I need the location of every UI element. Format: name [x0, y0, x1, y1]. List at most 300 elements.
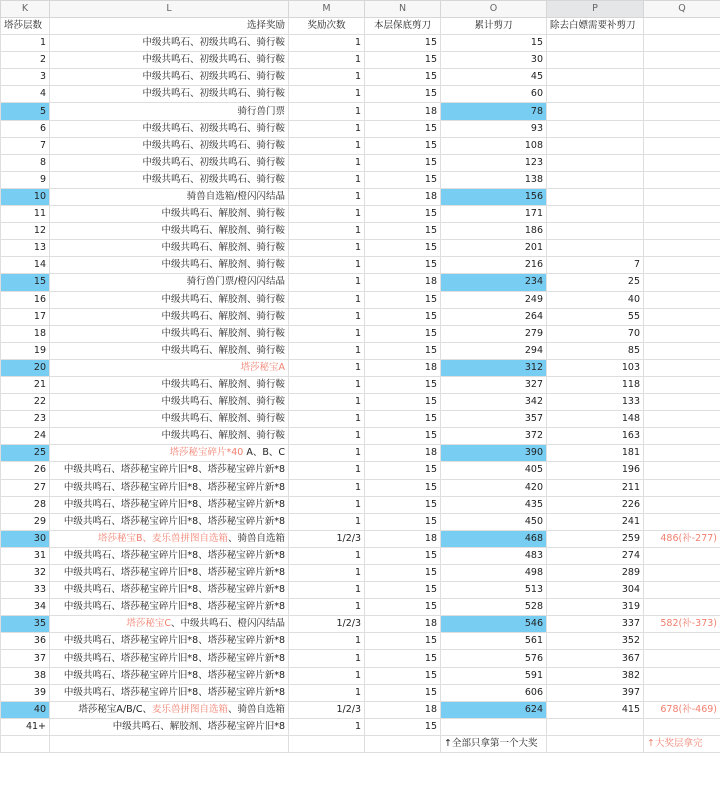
reward-cell[interactable]	[50, 154, 289, 171]
cumulative-cell[interactable]: 123	[441, 154, 547, 171]
q-cell[interactable]	[644, 69, 720, 86]
extra-needed-cell[interactable]: 148	[547, 411, 644, 428]
guarantee-cell[interactable]: 15	[365, 394, 441, 411]
reward-count-cell[interactable]: 1	[289, 52, 365, 69]
reward-cell[interactable]	[50, 240, 289, 257]
extra-needed-cell[interactable]	[547, 103, 644, 120]
header-floor-guarantee[interactable]: 本层保底剪刀	[365, 18, 441, 35]
q-cell[interactable]	[644, 582, 720, 599]
extra-needed-cell[interactable]: 40	[547, 291, 644, 308]
cumulative-cell[interactable]: 45	[441, 69, 547, 86]
reward-cell[interactable]	[50, 206, 289, 223]
floor-cell[interactable]: 2	[1, 52, 50, 69]
extra-needed-cell[interactable]	[547, 171, 644, 188]
cumulative-cell[interactable]: 294	[441, 342, 547, 359]
reward-count-cell[interactable]: 1	[289, 599, 365, 616]
header-floor[interactable]: 塔莎层数	[1, 18, 50, 35]
reward-count-cell[interactable]: 1	[289, 633, 365, 650]
floor-cell[interactable]: 6	[1, 120, 50, 137]
extra-needed-cell[interactable]: 103	[547, 359, 644, 376]
reward-count-cell[interactable]: 1	[289, 291, 365, 308]
extra-needed-cell[interactable]	[547, 718, 644, 735]
guarantee-cell[interactable]: 15	[365, 69, 441, 86]
extra-needed-cell[interactable]	[547, 206, 644, 223]
reward-count-cell[interactable]: 1	[289, 86, 365, 103]
extra-needed-cell[interactable]: 415	[547, 701, 644, 718]
cumulative-cell[interactable]: 528	[441, 599, 547, 616]
guarantee-cell[interactable]: 18	[365, 274, 441, 291]
cumulative-cell[interactable]: 561	[441, 633, 547, 650]
extra-needed-cell[interactable]: 382	[547, 667, 644, 684]
reward-count-cell[interactable]: 1	[289, 257, 365, 274]
reward-cell[interactable]	[50, 462, 289, 479]
guarantee-cell[interactable]: 15	[365, 291, 441, 308]
column-header-m[interactable]: M	[289, 1, 365, 18]
reward-cell[interactable]	[50, 120, 289, 137]
floor-cell[interactable]: 14	[1, 257, 50, 274]
reward-count-cell[interactable]: 1	[289, 411, 365, 428]
cumulative-cell[interactable]: 591	[441, 667, 547, 684]
guarantee-cell[interactable]: 15	[365, 308, 441, 325]
guarantee-cell[interactable]: 15	[365, 52, 441, 69]
q-cell[interactable]	[644, 52, 720, 69]
extra-needed-cell[interactable]: 352	[547, 633, 644, 650]
cumulative-cell[interactable]: 234	[441, 274, 547, 291]
guarantee-cell[interactable]: 15	[365, 479, 441, 496]
cumulative-cell[interactable]: 78	[441, 103, 547, 120]
guarantee-cell[interactable]: 15	[365, 257, 441, 274]
reward-count-cell[interactable]: 1	[289, 188, 365, 205]
q-cell[interactable]	[644, 291, 720, 308]
q-cell[interactable]	[644, 462, 720, 479]
empty-cell[interactable]	[547, 735, 644, 752]
q-cell[interactable]	[644, 667, 720, 684]
floor-cell[interactable]: 36	[1, 633, 50, 650]
cumulative-cell[interactable]: 138	[441, 171, 547, 188]
reward-cell[interactable]	[50, 616, 289, 633]
floor-cell[interactable]: 30	[1, 530, 50, 547]
reward-cell[interactable]	[50, 325, 289, 342]
q-cell[interactable]	[644, 599, 720, 616]
reward-cell[interactable]	[50, 701, 289, 718]
cumulative-cell[interactable]: 372	[441, 428, 547, 445]
column-header-l[interactable]: L	[50, 1, 289, 18]
reward-cell[interactable]	[50, 411, 289, 428]
reward-count-cell[interactable]: 1	[289, 462, 365, 479]
guarantee-cell[interactable]: 15	[365, 86, 441, 103]
floor-cell[interactable]: 9	[1, 171, 50, 188]
column-header-k[interactable]: K	[1, 1, 50, 18]
extra-needed-cell[interactable]	[547, 240, 644, 257]
cumulative-cell[interactable]: 93	[441, 120, 547, 137]
q-cell[interactable]	[644, 240, 720, 257]
extra-needed-cell[interactable]: 319	[547, 599, 644, 616]
extra-needed-cell[interactable]: 133	[547, 394, 644, 411]
reward-cell[interactable]	[50, 633, 289, 650]
floor-cell[interactable]: 38	[1, 667, 50, 684]
q-cell[interactable]	[644, 547, 720, 564]
reward-count-cell[interactable]: 1	[289, 496, 365, 513]
floor-cell[interactable]: 4	[1, 86, 50, 103]
guarantee-cell[interactable]: 18	[365, 103, 441, 120]
column-header-q[interactable]: Q	[644, 1, 720, 18]
cumulative-cell[interactable]: 606	[441, 684, 547, 701]
q-cell[interactable]	[644, 445, 720, 462]
floor-cell[interactable]: 37	[1, 650, 50, 667]
floor-cell[interactable]: 13	[1, 240, 50, 257]
floor-cell[interactable]: 23	[1, 411, 50, 428]
reward-cell[interactable]	[50, 530, 289, 547]
header-q[interactable]	[644, 18, 720, 35]
reward-cell[interactable]	[50, 565, 289, 582]
floor-cell[interactable]: 8	[1, 154, 50, 171]
reward-cell[interactable]	[50, 291, 289, 308]
reward-cell[interactable]	[50, 86, 289, 103]
reward-count-cell[interactable]: 1/2/3	[289, 530, 365, 547]
floor-cell[interactable]: 29	[1, 513, 50, 530]
cumulative-cell[interactable]	[441, 718, 547, 735]
reward-cell[interactable]	[50, 308, 289, 325]
guarantee-cell[interactable]: 15	[365, 154, 441, 171]
floor-cell[interactable]: 12	[1, 223, 50, 240]
q-cell[interactable]	[644, 86, 720, 103]
cumulative-cell[interactable]: 624	[441, 701, 547, 718]
reward-count-cell[interactable]: 1	[289, 342, 365, 359]
cumulative-cell[interactable]: 249	[441, 291, 547, 308]
cumulative-cell[interactable]: 513	[441, 582, 547, 599]
guarantee-cell[interactable]: 18	[365, 530, 441, 547]
reward-cell[interactable]	[50, 582, 289, 599]
note-cumulative[interactable]: ↑全部只拿第一个大奖	[441, 735, 547, 752]
guarantee-cell[interactable]: 15	[365, 342, 441, 359]
reward-count-cell[interactable]: 1	[289, 394, 365, 411]
cumulative-cell[interactable]: 546	[441, 616, 547, 633]
guarantee-cell[interactable]: 15	[365, 462, 441, 479]
extra-needed-cell[interactable]	[547, 154, 644, 171]
floor-cell[interactable]: 40	[1, 701, 50, 718]
floor-cell[interactable]: 20	[1, 359, 50, 376]
reward-cell[interactable]	[50, 188, 289, 205]
q-cell[interactable]	[644, 206, 720, 223]
cumulative-cell[interactable]: 186	[441, 223, 547, 240]
floor-cell[interactable]: 22	[1, 394, 50, 411]
reward-count-cell[interactable]: 1	[289, 667, 365, 684]
q-cell[interactable]	[644, 154, 720, 171]
q-cell[interactable]	[644, 257, 720, 274]
reward-count-cell[interactable]: 1	[289, 513, 365, 530]
guarantee-cell[interactable]: 15	[365, 599, 441, 616]
q-cell[interactable]	[644, 188, 720, 205]
floor-cell[interactable]: 28	[1, 496, 50, 513]
floor-cell[interactable]: 1	[1, 35, 50, 52]
q-cell[interactable]	[644, 428, 720, 445]
guarantee-cell[interactable]: 18	[365, 359, 441, 376]
q-cell[interactable]: 486(补-277)	[644, 530, 720, 547]
reward-cell[interactable]	[50, 684, 289, 701]
guarantee-cell[interactable]: 18	[365, 616, 441, 633]
reward-count-cell[interactable]: 1	[289, 376, 365, 393]
q-cell[interactable]	[644, 479, 720, 496]
floor-cell[interactable]: 16	[1, 291, 50, 308]
q-cell[interactable]	[644, 394, 720, 411]
reward-cell[interactable]	[50, 257, 289, 274]
reward-cell[interactable]	[50, 359, 289, 376]
reward-cell[interactable]	[50, 35, 289, 52]
floor-cell[interactable]: 27	[1, 479, 50, 496]
extra-needed-cell[interactable]: 25	[547, 274, 644, 291]
extra-needed-cell[interactable]	[547, 52, 644, 69]
extra-needed-cell[interactable]: 289	[547, 565, 644, 582]
floor-cell[interactable]: 15	[1, 274, 50, 291]
header-cumulative[interactable]: 累计剪刀	[441, 18, 547, 35]
floor-cell[interactable]: 25	[1, 445, 50, 462]
reward-count-cell[interactable]: 1	[289, 684, 365, 701]
guarantee-cell[interactable]: 18	[365, 701, 441, 718]
extra-needed-cell[interactable]: 274	[547, 547, 644, 564]
reward-cell[interactable]	[50, 650, 289, 667]
guarantee-cell[interactable]: 15	[365, 633, 441, 650]
note-q[interactable]: ↑大奖层拿完	[644, 735, 720, 752]
floor-cell[interactable]: 5	[1, 103, 50, 120]
q-cell[interactable]	[644, 325, 720, 342]
q-cell[interactable]	[644, 633, 720, 650]
reward-cell[interactable]	[50, 513, 289, 530]
cumulative-cell[interactable]: 468	[441, 530, 547, 547]
reward-count-cell[interactable]: 1	[289, 445, 365, 462]
reward-count-cell[interactable]: 1	[289, 206, 365, 223]
cumulative-cell[interactable]: 357	[441, 411, 547, 428]
reward-count-cell[interactable]: 1	[289, 718, 365, 735]
guarantee-cell[interactable]: 15	[365, 718, 441, 735]
guarantee-cell[interactable]: 15	[365, 120, 441, 137]
reward-count-cell[interactable]: 1	[289, 547, 365, 564]
reward-cell[interactable]	[50, 547, 289, 564]
floor-cell[interactable]: 32	[1, 565, 50, 582]
reward-count-cell[interactable]: 1	[289, 154, 365, 171]
cumulative-cell[interactable]: 420	[441, 479, 547, 496]
floor-cell[interactable]: 7	[1, 137, 50, 154]
q-cell[interactable]	[644, 171, 720, 188]
floor-cell[interactable]: 24	[1, 428, 50, 445]
guarantee-cell[interactable]: 15	[365, 667, 441, 684]
guarantee-cell[interactable]: 15	[365, 496, 441, 513]
extra-needed-cell[interactable]: 163	[547, 428, 644, 445]
reward-count-cell[interactable]: 1	[289, 479, 365, 496]
q-cell[interactable]	[644, 137, 720, 154]
q-cell[interactable]	[644, 359, 720, 376]
reward-count-cell[interactable]: 1/2/3	[289, 701, 365, 718]
reward-count-cell[interactable]: 1	[289, 69, 365, 86]
extra-needed-cell[interactable]: 226	[547, 496, 644, 513]
reward-cell[interactable]	[50, 376, 289, 393]
extra-needed-cell[interactable]	[547, 120, 644, 137]
guarantee-cell[interactable]: 15	[365, 376, 441, 393]
empty-cell[interactable]	[1, 735, 50, 752]
extra-needed-cell[interactable]	[547, 188, 644, 205]
cumulative-cell[interactable]: 576	[441, 650, 547, 667]
q-cell[interactable]	[644, 496, 720, 513]
empty-cell[interactable]	[289, 735, 365, 752]
header-extra-needed[interactable]: 除去白嫖需要补剪刀	[547, 18, 644, 35]
cumulative-cell[interactable]: 312	[441, 359, 547, 376]
guarantee-cell[interactable]: 15	[365, 325, 441, 342]
reward-count-cell[interactable]: 1	[289, 240, 365, 257]
floor-cell[interactable]: 10	[1, 188, 50, 205]
q-cell[interactable]	[644, 274, 720, 291]
header-reward[interactable]: 选择奖励	[50, 18, 289, 35]
guarantee-cell[interactable]: 15	[365, 565, 441, 582]
reward-count-cell[interactable]: 1	[289, 325, 365, 342]
extra-needed-cell[interactable]	[547, 35, 644, 52]
reward-cell[interactable]	[50, 223, 289, 240]
guarantee-cell[interactable]: 15	[365, 684, 441, 701]
cumulative-cell[interactable]: 435	[441, 496, 547, 513]
reward-count-cell[interactable]: 1	[289, 428, 365, 445]
guarantee-cell[interactable]: 15	[365, 547, 441, 564]
cumulative-cell[interactable]: 279	[441, 325, 547, 342]
extra-needed-cell[interactable]: 118	[547, 376, 644, 393]
reward-count-cell[interactable]: 1	[289, 359, 365, 376]
floor-cell[interactable]: 33	[1, 582, 50, 599]
reward-cell[interactable]	[50, 667, 289, 684]
column-header-o[interactable]: O	[441, 1, 547, 18]
reward-count-cell[interactable]: 1	[289, 308, 365, 325]
q-cell[interactable]	[644, 223, 720, 240]
q-cell[interactable]	[644, 35, 720, 52]
reward-cell[interactable]	[50, 171, 289, 188]
reward-cell[interactable]	[50, 599, 289, 616]
q-cell[interactable]	[644, 103, 720, 120]
extra-needed-cell[interactable]: 181	[547, 445, 644, 462]
cumulative-cell[interactable]: 216	[441, 257, 547, 274]
guarantee-cell[interactable]: 15	[365, 223, 441, 240]
guarantee-cell[interactable]: 15	[365, 582, 441, 599]
reward-count-cell[interactable]: 1	[289, 650, 365, 667]
floor-cell[interactable]: 18	[1, 325, 50, 342]
reward-count-cell[interactable]: 1	[289, 103, 365, 120]
column-header-p[interactable]: P	[547, 1, 644, 18]
guarantee-cell[interactable]: 15	[365, 137, 441, 154]
cumulative-cell[interactable]: 498	[441, 565, 547, 582]
cumulative-cell[interactable]: 60	[441, 86, 547, 103]
guarantee-cell[interactable]: 18	[365, 188, 441, 205]
q-cell[interactable]: 582(补-373)	[644, 616, 720, 633]
guarantee-cell[interactable]: 15	[365, 411, 441, 428]
guarantee-cell[interactable]: 15	[365, 650, 441, 667]
q-cell[interactable]	[644, 120, 720, 137]
guarantee-cell[interactable]: 15	[365, 35, 441, 52]
reward-cell[interactable]	[50, 274, 289, 291]
cumulative-cell[interactable]: 405	[441, 462, 547, 479]
cumulative-cell[interactable]: 450	[441, 513, 547, 530]
extra-needed-cell[interactable]	[547, 69, 644, 86]
extra-needed-cell[interactable]	[547, 223, 644, 240]
reward-cell[interactable]	[50, 137, 289, 154]
reward-count-cell[interactable]: 1	[289, 274, 365, 291]
q-cell[interactable]	[644, 342, 720, 359]
floor-cell[interactable]: 19	[1, 342, 50, 359]
guarantee-cell[interactable]: 15	[365, 428, 441, 445]
q-cell[interactable]	[644, 513, 720, 530]
cumulative-cell[interactable]: 15	[441, 35, 547, 52]
reward-count-cell[interactable]: 1	[289, 120, 365, 137]
reward-cell[interactable]	[50, 479, 289, 496]
floor-cell[interactable]: 34	[1, 599, 50, 616]
extra-needed-cell[interactable]: 7	[547, 257, 644, 274]
guarantee-cell[interactable]: 15	[365, 240, 441, 257]
q-cell[interactable]	[644, 376, 720, 393]
floor-cell[interactable]: 39	[1, 684, 50, 701]
reward-cell[interactable]	[50, 394, 289, 411]
cumulative-cell[interactable]: 30	[441, 52, 547, 69]
floor-cell[interactable]: 11	[1, 206, 50, 223]
reward-cell[interactable]	[50, 428, 289, 445]
guarantee-cell[interactable]: 15	[365, 513, 441, 530]
reward-cell[interactable]	[50, 103, 289, 120]
q-cell[interactable]	[644, 308, 720, 325]
extra-needed-cell[interactable]: 367	[547, 650, 644, 667]
q-cell[interactable]	[644, 718, 720, 735]
cumulative-cell[interactable]: 171	[441, 206, 547, 223]
guarantee-cell[interactable]: 15	[365, 171, 441, 188]
floor-cell[interactable]: 26	[1, 462, 50, 479]
guarantee-cell[interactable]: 18	[365, 445, 441, 462]
cumulative-cell[interactable]: 156	[441, 188, 547, 205]
reward-count-cell[interactable]: 1/2/3	[289, 616, 365, 633]
q-cell[interactable]	[644, 650, 720, 667]
header-reward-count[interactable]: 奖励次数	[289, 18, 365, 35]
reward-count-cell[interactable]: 1	[289, 171, 365, 188]
column-header-n[interactable]: N	[365, 1, 441, 18]
extra-needed-cell[interactable]	[547, 137, 644, 154]
extra-needed-cell[interactable]: 70	[547, 325, 644, 342]
extra-needed-cell[interactable]: 211	[547, 479, 644, 496]
extra-needed-cell[interactable]	[547, 86, 644, 103]
extra-needed-cell[interactable]: 85	[547, 342, 644, 359]
extra-needed-cell[interactable]: 55	[547, 308, 644, 325]
reward-count-cell[interactable]: 1	[289, 223, 365, 240]
q-cell[interactable]: 678(补-469)	[644, 701, 720, 718]
extra-needed-cell[interactable]: 259	[547, 530, 644, 547]
cumulative-cell[interactable]: 483	[441, 547, 547, 564]
floor-cell[interactable]: 31	[1, 547, 50, 564]
floor-cell[interactable]: 21	[1, 376, 50, 393]
reward-cell[interactable]	[50, 496, 289, 513]
extra-needed-cell[interactable]: 241	[547, 513, 644, 530]
cumulative-cell[interactable]: 390	[441, 445, 547, 462]
reward-count-cell[interactable]: 1	[289, 137, 365, 154]
reward-cell[interactable]	[50, 69, 289, 86]
empty-cell[interactable]	[50, 735, 289, 752]
reward-count-cell[interactable]: 1	[289, 565, 365, 582]
reward-cell[interactable]	[50, 342, 289, 359]
extra-needed-cell[interactable]: 304	[547, 582, 644, 599]
cumulative-cell[interactable]: 342	[441, 394, 547, 411]
reward-cell[interactable]	[50, 718, 289, 735]
q-cell[interactable]	[644, 411, 720, 428]
q-cell[interactable]	[644, 684, 720, 701]
reward-cell[interactable]	[50, 445, 289, 462]
cumulative-cell[interactable]: 327	[441, 376, 547, 393]
guarantee-cell[interactable]: 15	[365, 206, 441, 223]
cumulative-cell[interactable]: 201	[441, 240, 547, 257]
extra-needed-cell[interactable]: 397	[547, 684, 644, 701]
cumulative-cell[interactable]: 108	[441, 137, 547, 154]
floor-cell[interactable]: 17	[1, 308, 50, 325]
empty-cell[interactable]	[365, 735, 441, 752]
reward-count-cell[interactable]: 1	[289, 35, 365, 52]
reward-count-cell[interactable]: 1	[289, 582, 365, 599]
